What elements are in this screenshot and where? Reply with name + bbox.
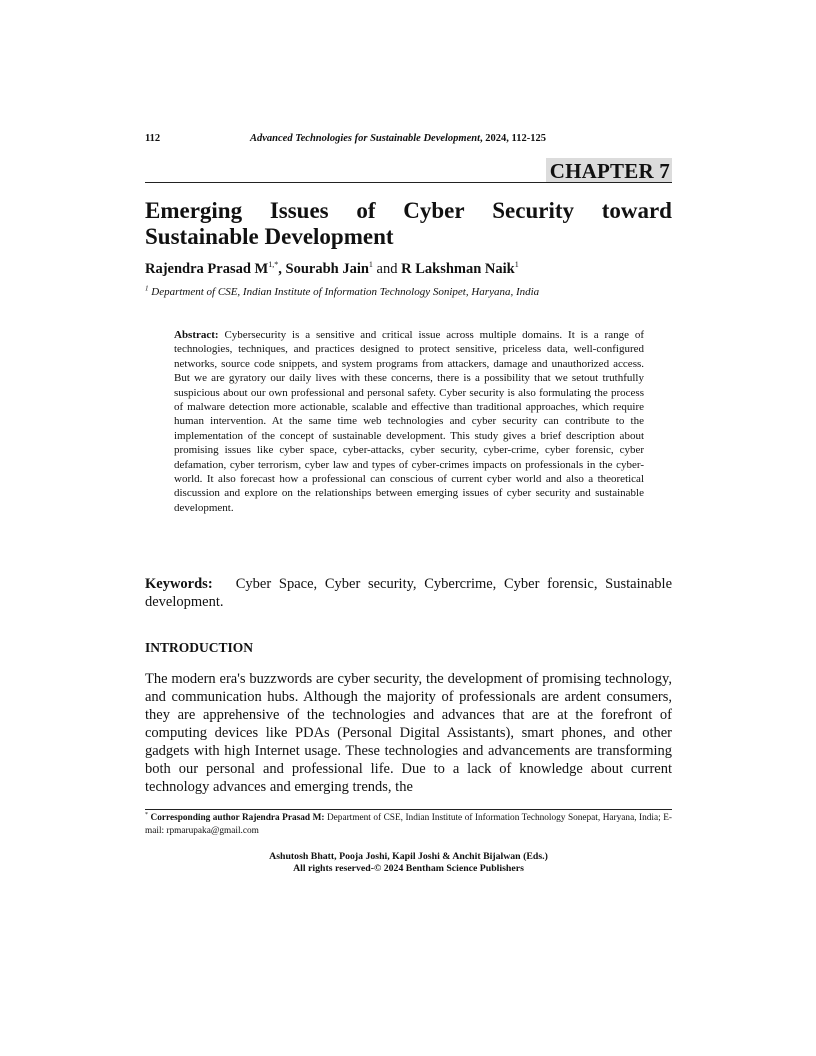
journal-suffix: , 2024, 112-125	[480, 133, 546, 144]
publisher-block	[145, 851, 672, 875]
affiliation	[145, 286, 539, 298]
author-affil-mark: 1,*	[268, 260, 279, 270]
section-heading: INTRODUCTION	[145, 640, 254, 655]
title-word: Cyber	[403, 198, 465, 223]
author-list	[145, 261, 519, 278]
title-line-2: Sustainable Development	[145, 224, 394, 249]
footnote-rule	[145, 809, 672, 810]
affiliation-text: Department of CSE, Indian Institute of Information Technology Sonipet, Haryana, India	[151, 286, 540, 298]
author-name: R Lakshman Naik	[401, 261, 515, 277]
author-affil-mark: 1	[368, 260, 373, 270]
author-affil-mark: 1	[514, 260, 519, 270]
affiliation-mark: 1	[145, 284, 149, 293]
author-name: Sourabh Jain	[285, 261, 369, 277]
header-rule	[145, 182, 672, 183]
journal-title: Advanced Technologies for Sustainable Development	[250, 133, 481, 144]
title-word: Emerging	[145, 198, 243, 223]
keywords-label: Keywords:	[145, 576, 213, 592]
abstract-label: Abstract:	[174, 329, 219, 341]
abstract-text: Cybersecurity is a sensitive and critical issue across multiple domains. It is a range of technologies, techniques, and practices designed to protect sensitive, priceless data, well-configured networks, source code snippets, and system programs from attackers, damage and unauthorized access. But we are gyratory our daily lives with these concerns, there is a possibility that we setout truthfully suspicious about our own professional and personal safety. Cyber security is also formulating the process of malware detection more actionable, scalable and effective than traditional approaches, which require human intervention. At the same time web technologies and cyber security can contribute to the implementation of the concept of sustainable development. This study gives a brief description about promising issues like cyber space, cyber-attacks, cyber security, cyber-crime, cyber forensic, cyber defamation, cyber terrorism, cyber law and types of cyber-crimes impacts on professionals in the cyber-world. It also forecast how a professional can conscious of current cyber world and also a theoretical discussion and explore on the relationships between emerging issues of cyber security and sustainable development.	[174, 329, 644, 514]
page-number: 112	[145, 133, 161, 144]
author-name: Rajendra Prasad M	[145, 261, 269, 277]
chapter-title	[145, 198, 672, 250]
footnote-mark: *	[145, 811, 148, 818]
title-word: Security	[492, 198, 574, 223]
copyright-line: All rights reserved-© 2024 Bentham Science Publishers	[293, 863, 524, 874]
footnote-text: Department of CSE, Indian Institute of Information Technology Sonepat, Haryana, India; E-mail: rpmarupaka@gmail.com	[145, 813, 672, 836]
chapter-label: CHAPTER 7	[546, 158, 672, 183]
footnote	[145, 812, 672, 837]
title-word: Issues	[269, 198, 329, 223]
author-conjunction: and	[376, 261, 398, 277]
abstract	[174, 328, 644, 515]
footnote-label: Corresponding author Rajendra Prasad M:	[150, 813, 325, 823]
keywords	[145, 575, 672, 611]
author-separator: ,	[278, 261, 286, 277]
keywords-text: Cyber Space, Cyber security, Cybercrime, Cyber forensic, Sustainable development.	[145, 576, 673, 610]
title-word: toward	[601, 198, 672, 223]
body-paragraph: The modern era's buzzwords are cyber security, the development of promising technology, and communication hubs. Although the majority of professionals are ardent consumers, they are apprehensive of the technologies and advances that are at the forefront of computing devices like PDAs (Personal Digital Assistants), smart phones, and other gadgets with high Internet usage. These technologies and advancements are transforming both our personal and professional life. Due to a lack of knowledge about current technology advances and emerging trends, the	[145, 671, 672, 795]
journal-citation	[250, 133, 546, 144]
editors-line: Ashutosh Bhatt, Pooja Joshi, Kapil Joshi & Anchit Bijalwan (Eds.)	[269, 851, 548, 862]
title-word: of	[356, 198, 376, 223]
title-line-1	[145, 198, 672, 224]
